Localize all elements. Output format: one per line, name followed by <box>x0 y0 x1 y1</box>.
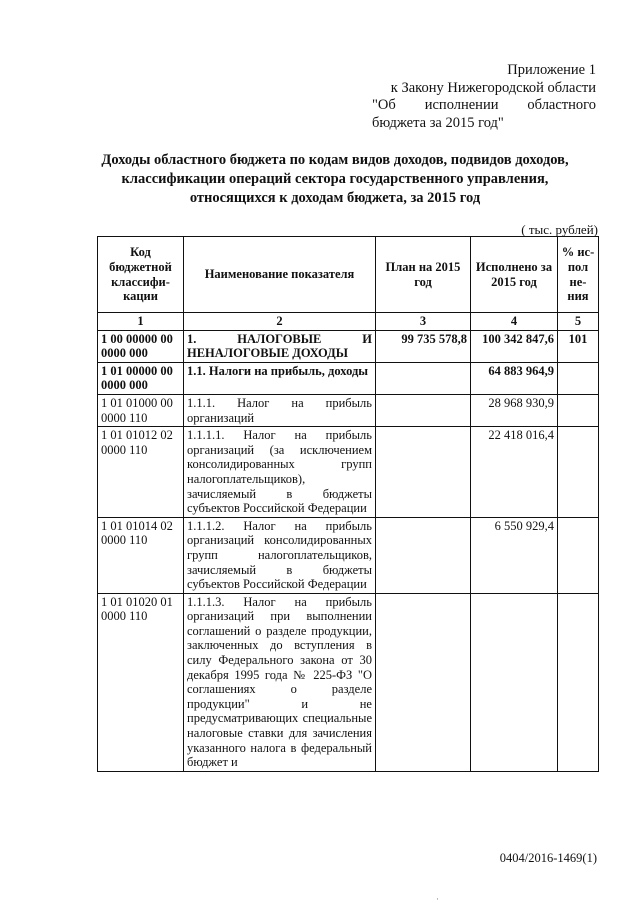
table-row <box>98 394 599 426</box>
header-done: Исполнено за 2015 год <box>471 237 558 313</box>
row-code: 1 01 01020 01 0000 110 <box>98 593 184 771</box>
header-code: Код бюджетной классифи-кации <box>98 237 184 313</box>
table-row <box>98 593 599 771</box>
appendix-line: бюджета за 2015 год" <box>372 114 504 131</box>
appendix-word: областного <box>527 97 596 113</box>
row-pct <box>558 593 599 771</box>
table-row <box>98 362 599 394</box>
column-number: 2 <box>184 313 376 331</box>
column-number-row <box>98 313 599 331</box>
column-number: 3 <box>376 313 471 331</box>
budget-table <box>97 236 599 772</box>
row-plan <box>376 394 471 426</box>
row-plan: 99 735 578,8 <box>376 330 471 362</box>
table-row <box>98 427 599 518</box>
row-done: 64 883 964,9 <box>471 362 558 394</box>
header-pct: % ис-пол не-ния <box>558 237 599 313</box>
scan-mark: · <box>436 894 439 904</box>
row-plan <box>376 427 471 518</box>
row-name: 1. НАЛОГОВЫЕ И НЕНАЛОГОВЫЕ ДОХОДЫ <box>184 330 376 362</box>
row-done: 22 418 016,4 <box>471 427 558 518</box>
row-name: 1.1. Налоги на прибыль, доходы <box>184 362 376 394</box>
appendix-line: Приложение 1 <box>507 62 596 78</box>
row-code: 1 01 01014 02 0000 110 <box>98 517 184 593</box>
row-done: 100 342 847,6 <box>471 330 558 362</box>
row-pct: 101 <box>558 330 599 362</box>
row-plan <box>376 362 471 394</box>
table-row <box>98 517 599 593</box>
appendix-line: к Закону Нижегородской области <box>390 79 596 96</box>
table-row <box>98 330 599 362</box>
row-code: 1 01 00000 00 0000 000 <box>98 362 184 394</box>
column-number: 5 <box>558 313 599 331</box>
row-pct <box>558 362 599 394</box>
row-code: 1 01 01000 00 0000 110 <box>98 394 184 426</box>
row-code: 1 01 01012 02 0000 110 <box>98 427 184 518</box>
appendix-note <box>372 62 596 132</box>
row-name: 1.1.1.3. Налог на прибыль организаций при выполнении соглашений о разделе продукции, заключенных до вступления в силу Федерального закона от 30 декабря 1995 года № 225-ФЗ "О соглашениях о разделе продукции" и не предусматривающих специальные налоговые ставки для зачисления указанного налога в федеральный бюджет и <box>184 593 376 771</box>
column-number: 4 <box>471 313 558 331</box>
table-header-row <box>98 237 599 313</box>
row-plan <box>376 517 471 593</box>
row-name: 1.1.1.2. Налог на прибыль организаций консолидированных групп налогоплательщиков, зачисляемый в бюджеты субъектов Российской Федерации <box>184 517 376 593</box>
row-pct <box>558 394 599 426</box>
column-number: 1 <box>98 313 184 331</box>
row-code: 1 00 00000 00 0000 000 <box>98 330 184 362</box>
row-pct <box>558 427 599 518</box>
document-title: Доходы областного бюджета по кодам видов доходов, подвидов доходов, классификации операций сектора государственного управления, относящихся к доходам бюджета, за 2015 год <box>101 152 569 206</box>
row-done <box>471 593 558 771</box>
row-name: 1.1.1. Налог на прибыль организаций <box>184 394 376 426</box>
document-number: 0404/2016-1469(1) <box>499 851 597 865</box>
appendix-line <box>372 97 596 115</box>
header-name: Наименование показателя <box>184 237 376 313</box>
row-pct <box>558 517 599 593</box>
appendix-word: "Об <box>372 97 396 113</box>
units-note: ( тыс. рублей) <box>521 222 598 237</box>
row-done: 6 550 929,4 <box>471 517 558 593</box>
row-done: 28 968 930,9 <box>471 394 558 426</box>
appendix-word: исполнении <box>424 97 499 113</box>
row-name: 1.1.1.1. Налог на прибыль организаций (за исключением консолидированных групп налогоплательщиков), зачисляемый в бюджеты субъектов Российской Федерации <box>184 427 376 518</box>
row-plan <box>376 593 471 771</box>
header-plan: План на 2015 год <box>376 237 471 313</box>
